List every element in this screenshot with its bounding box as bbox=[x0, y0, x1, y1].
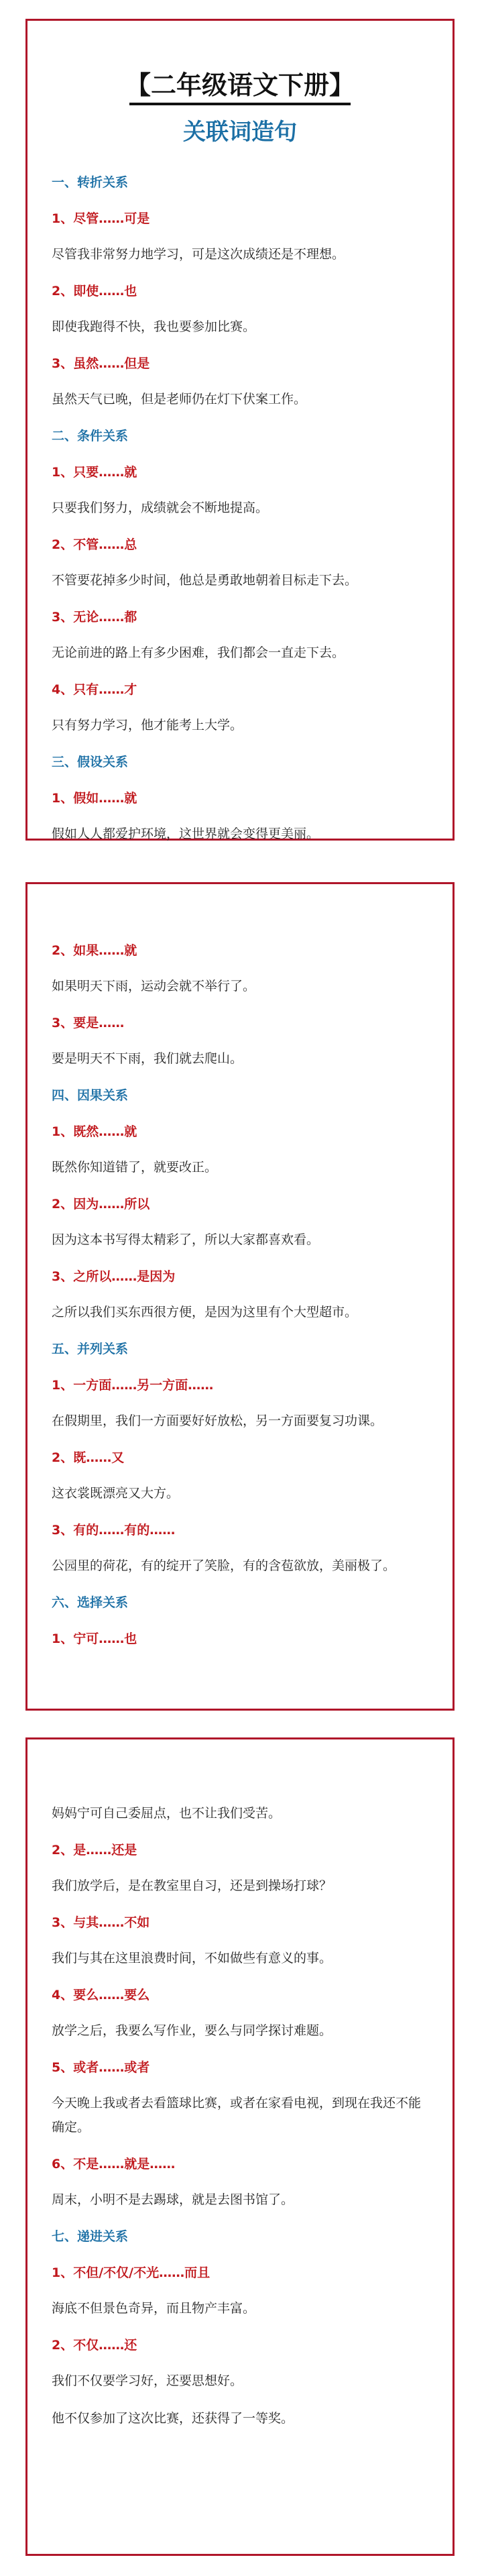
page-card-1 bbox=[25, 19, 455, 841]
section-heading: 二、条件关系 bbox=[52, 429, 129, 443]
conjunction-label: 2、既……又 bbox=[52, 1450, 125, 1465]
example-sentence: 虽然天气已晚，但是老师仍在灯下伏案工作。 bbox=[52, 392, 307, 407]
conjunction-label: 1、宁可……也 bbox=[52, 1631, 137, 1646]
section-heading: 五、并列关系 bbox=[52, 1342, 129, 1356]
example-sentence: 即使我跑得不快，我也要参加比赛。 bbox=[52, 319, 256, 334]
conjunction-label: 1、不但/不仅/不光……而且 bbox=[52, 2265, 210, 2280]
conjunction-label: 4、只有……才 bbox=[52, 682, 137, 697]
example-sentence: 在假期里，我们一方面要好好放松，另一方面要复习功课。 bbox=[52, 1413, 383, 1428]
conjunction-label: 3、有的……有的…… bbox=[52, 1523, 176, 1538]
example-sentence: 假如人人都爱护环境，这世界就会变得更美丽。 bbox=[52, 826, 320, 841]
example-sentence: 周末，小明不是去踢球，就是去图书馆了。 bbox=[52, 2192, 294, 2207]
conjunction-label: 1、尽管……可是 bbox=[52, 211, 150, 226]
example-sentence: 妈妈宁可自己委屈点，也不让我们受苦。 bbox=[52, 1806, 282, 1821]
conjunction-label: 2、即使……也 bbox=[52, 284, 137, 299]
conjunction-label: 1、一方面……另一方面…… bbox=[52, 1378, 214, 1393]
example-sentence: 只要我们努力，成绩就会不断地提高。 bbox=[52, 500, 269, 515]
page-card-2 bbox=[25, 882, 455, 1711]
conjunction-label: 1、假如……就 bbox=[52, 791, 137, 806]
example-sentence: 我们与其在这里浪费时间，不如做些有意义的事。 bbox=[52, 1951, 333, 1966]
section-heading: 七、递进关系 bbox=[52, 2229, 129, 2244]
example-sentence: 我们不仅要学习好，还要思想好。 bbox=[52, 2373, 243, 2388]
example-sentence: 无论前进的路上有多少困难，我们都会一直走下去。 bbox=[52, 645, 345, 660]
example-sentence: 这衣裳既漂亮又大方。 bbox=[52, 1486, 180, 1501]
conjunction-label: 5、或者……或者 bbox=[52, 2060, 150, 2075]
conjunction-label: 2、不管……总 bbox=[52, 537, 137, 552]
example-sentence: 不管要花掉多少时间，他总是勇敢地朝着目标走下去。 bbox=[52, 573, 358, 588]
example-sentence: 公园里的荷花，有的绽开了笑脸，有的含苞欲放，美丽极了。 bbox=[52, 1558, 396, 1573]
section-heading: 一、转折关系 bbox=[52, 175, 129, 190]
conjunction-label: 2、不仅……还 bbox=[52, 2338, 137, 2353]
conjunction-label: 3、要是…… bbox=[52, 1016, 125, 1030]
title-underline bbox=[129, 103, 351, 105]
example-sentence: 海底不但景色奇异，而且物产丰富。 bbox=[52, 2301, 256, 2316]
content-block bbox=[52, 939, 428, 1650]
example-sentence: 要是明天不下雨，我们就去爬山。 bbox=[52, 1051, 243, 1066]
example-sentence: 他不仅参加了这次比赛，还获得了一等奖。 bbox=[52, 2411, 294, 2426]
conjunction-label: 1、只要……就 bbox=[52, 465, 137, 480]
section-heading: 六、选择关系 bbox=[52, 1595, 129, 1610]
example-sentence: 放学之后，我要么写作业，要么与同学探讨难题。 bbox=[52, 2023, 333, 2038]
conjunction-label: 3、虽然……但是 bbox=[52, 356, 150, 371]
example-sentence: 之所以我们买东西很方便，是因为这里有个大型超市。 bbox=[52, 1305, 358, 1320]
example-sentence: 只有努力学习，他才能考上大学。 bbox=[52, 718, 243, 733]
example-sentence: 既然你知道错了，就要改正。 bbox=[52, 1160, 218, 1175]
conjunction-label: 2、如果……就 bbox=[52, 943, 137, 958]
conjunction-label: 2、因为……所以 bbox=[52, 1197, 150, 1212]
example-sentence: 如果明天下雨，运动会就不举行了。 bbox=[52, 979, 256, 994]
page-card-3 bbox=[25, 1737, 455, 2556]
content-block bbox=[52, 1801, 428, 2430]
section-heading: 三、假设关系 bbox=[52, 755, 129, 769]
example-sentence: 今天晚上我或者去看篮球比赛，或者在家看电视，到现在我还不能确定。 bbox=[52, 2096, 422, 2135]
conjunction-label: 2、是……还是 bbox=[52, 1843, 137, 1858]
example-sentence: 我们放学后，是在教室里自习，还是到操场打球？ bbox=[52, 1878, 333, 1893]
content-block bbox=[52, 171, 428, 846]
conjunction-label: 4、要么……要么 bbox=[52, 1988, 150, 2002]
conjunction-label: 3、无论……都 bbox=[52, 610, 137, 625]
conjunction-label: 3、与其……不如 bbox=[52, 1915, 150, 1930]
page-subtitle: 关联词造句 bbox=[183, 119, 297, 146]
conjunction-label: 1、既然……就 bbox=[52, 1124, 137, 1139]
page-title: 【二年级语文下册】 bbox=[125, 70, 355, 100]
example-sentence: 因为这本书写得太精彩了，所以大家都喜欢看。 bbox=[52, 1232, 320, 1247]
conjunction-label: 6、不是……就是…… bbox=[52, 2157, 176, 2171]
conjunction-label: 3、之所以……是因为 bbox=[52, 1269, 176, 1284]
section-heading: 四、因果关系 bbox=[52, 1088, 129, 1103]
example-sentence: 尽管我非常努力地学习，可是这次成绩还是不理想。 bbox=[52, 247, 345, 262]
